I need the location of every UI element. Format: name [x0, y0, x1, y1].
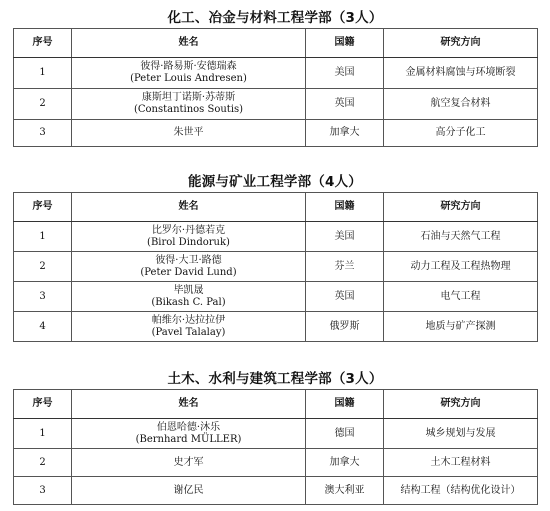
- name-en: (Constantinos Soutis): [133, 104, 244, 115]
- row-no: 1: [14, 419, 72, 449]
- table-civil: [13, 389, 538, 505]
- row-country: 德国: [306, 419, 384, 449]
- name-cn: 毕凯晟: [173, 284, 204, 296]
- header-name: 姓名: [72, 390, 306, 419]
- header-country: 国籍: [306, 193, 384, 222]
- header-field: 研究方向: [384, 193, 538, 222]
- row-country: 芬兰: [306, 252, 384, 282]
- row-field: 土木工程材料: [384, 449, 538, 477]
- table-row: [14, 252, 538, 282]
- row-country: 加拿大: [306, 120, 384, 147]
- table-chemical: [13, 28, 538, 147]
- row-no: 4: [14, 312, 72, 342]
- table-row: [14, 312, 538, 342]
- table-row: [14, 477, 538, 505]
- table-header-row: [14, 29, 538, 58]
- name-en: (Bikash C. Pal): [151, 296, 226, 308]
- header-country: 国籍: [306, 390, 384, 419]
- section-title-chemical: 化工、冶金与材料工程学部（3人）: [167, 10, 383, 26]
- row-name: 谢亿民: [72, 477, 306, 505]
- row-name: 朱世平: [72, 120, 306, 147]
- row-country: 美国: [306, 58, 384, 89]
- row-no: 1: [14, 58, 72, 89]
- header-no: 序号: [14, 390, 72, 419]
- name-en: (Bernhard MÜLLER): [135, 433, 242, 445]
- row-country: 英国: [306, 282, 384, 312]
- row-no: 1: [14, 222, 72, 252]
- row-country: 美国: [306, 222, 384, 252]
- table-energy: [13, 192, 538, 342]
- table-row: [14, 58, 538, 89]
- name-cn: 彼得·大卫·路德: [155, 254, 222, 266]
- row-no: 3: [14, 282, 72, 312]
- row-field: 结构工程（结构优化设计）: [384, 477, 538, 505]
- row-country: 澳大利亚: [306, 477, 384, 505]
- table-row: [14, 419, 538, 449]
- header-field: 研究方向: [384, 29, 538, 58]
- table-row: [14, 89, 538, 120]
- table-row: [14, 222, 538, 252]
- row-field: 电气工程: [384, 282, 538, 312]
- name-en: (Birol Dindoruk): [147, 236, 230, 248]
- row-field: 航空复合材料: [384, 89, 538, 120]
- row-name: 史才军: [72, 449, 306, 477]
- row-name: [72, 58, 306, 89]
- header-name: 姓名: [72, 193, 306, 222]
- name-cn: 帕维尔·达拉拉伊: [151, 314, 226, 326]
- row-field: 动力工程及工程热物理: [384, 252, 538, 282]
- row-field: 地质与矿产探测: [384, 312, 538, 342]
- name-cn: 比罗尔·丹德若克: [151, 224, 226, 236]
- name-en: (Peter David Lund): [140, 266, 237, 278]
- header-no: 序号: [14, 193, 72, 222]
- name-en: (Peter Louis Andresen): [130, 73, 247, 84]
- table-header-row: [14, 390, 538, 419]
- row-field: 石油与天然气工程: [384, 222, 538, 252]
- row-name: [72, 89, 306, 120]
- section-title-energy: 能源与矿业工程学部（4人）: [188, 174, 362, 190]
- row-no: 3: [14, 477, 72, 505]
- name-cn: 伯恩哈德·沐乐: [156, 421, 221, 433]
- header-field: 研究方向: [384, 390, 538, 419]
- header-name: 姓名: [72, 29, 306, 58]
- section-title-civil: 土木、水利与建筑工程学部（3人）: [167, 371, 383, 387]
- row-name: [72, 312, 306, 342]
- row-name: [72, 222, 306, 252]
- name-en: (Pavel Talalay): [151, 326, 226, 338]
- table-header-row: [14, 193, 538, 222]
- name-cn: 康斯坦丁诺斯·苏蒂斯: [141, 92, 236, 103]
- row-no: 2: [14, 89, 72, 120]
- row-name: [72, 252, 306, 282]
- name-cn: 彼得·路易斯·安德瑞森: [140, 61, 237, 72]
- row-country: 加拿大: [306, 449, 384, 477]
- row-name: [72, 282, 306, 312]
- header-no: 序号: [14, 29, 72, 58]
- row-name: [72, 419, 306, 449]
- row-no: 2: [14, 449, 72, 477]
- row-country: 俄罗斯: [306, 312, 384, 342]
- row-field: 金属材料腐蚀与环境断裂: [384, 58, 538, 89]
- table-row: [14, 282, 538, 312]
- row-field: 高分子化工: [384, 120, 538, 147]
- table-row: [14, 120, 538, 147]
- row-no: 2: [14, 252, 72, 282]
- table-row: [14, 449, 538, 477]
- row-field: 城乡规划与发展: [384, 419, 538, 449]
- row-no: 3: [14, 120, 72, 147]
- row-country: 英国: [306, 89, 384, 120]
- header-country: 国籍: [306, 29, 384, 58]
